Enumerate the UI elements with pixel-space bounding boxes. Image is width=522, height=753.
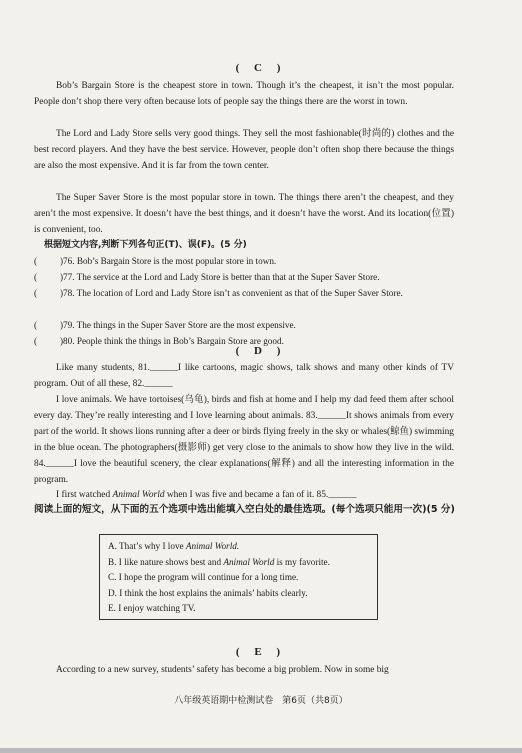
section-d-instruction: 阅读上面的短文，从下面的五个选项中选出能填入空白处的最佳选项。(每个选项只能用一次)(5 分) — [34, 504, 455, 515]
question-77: ( )77. The service at the Lord and Lady Store is better than that at the Super Saver Store. — [34, 269, 464, 285]
question-79: ( )79. The things in the Super Saver Store are the most expensive. — [34, 317, 464, 333]
section-d-para-2: I love animals. We have tortoises(乌龟), birds and fish at home and I help my dad feed them after school every day. They’re really interesting and I love learning about animals. 83.______It shows animals from every part of the world. It shows lions running after a deer or birds flying freely in the sky or whales(鲸鱼) swimming in the blue ocean. The photographers(摄影师) get very close to the animals to show how they live in the wild. 84.______I love the beautiful scenery, the clear explanations(解释) and all the interesting information in the program. — [34, 395, 454, 485]
answer-paren: ( — [34, 256, 38, 266]
options-box — [99, 534, 378, 620]
scan-edge — [0, 748, 522, 753]
option-c: C. I hope the program will continue for a long time. — [108, 572, 299, 582]
option-b: B. I like nature shows best and Animal World is my favorite. — [108, 556, 330, 567]
answer-paren: ( — [34, 272, 38, 282]
section-c-para-3: The Super Saver Store is the most popular store in town. The things there aren’t the cheapest, and they aren’t the most expensive. It doesn’t have the best things, and it doesn’t have the worst. And its location(位置) is convenient, too. — [34, 193, 454, 235]
answer-paren: ( — [34, 288, 38, 298]
question-78: ( )78. The location of Lord and Lady Store isn’t as convenient as that of the Super Saver Store. — [34, 285, 464, 301]
section-d-para-1: Like many students, 81.______I like cartoons, magic shows, talk shows and many other kinds of TV program. Out of all these, 82.______ — [34, 363, 454, 389]
option-e: E. I enjoy watching TV. — [108, 603, 196, 613]
section-c-instruction: 根据短文内容,判断下列各句正(T)、误(F)。(5 分) — [44, 240, 247, 250]
section-e-heading: ( E ) — [235, 646, 287, 658]
section-c-heading: ( C ) — [235, 62, 287, 74]
option-a: A. That’s why I love Animal World. — [108, 541, 240, 551]
option-d: D. I think the host explains the animals’ habits clearly. — [108, 587, 308, 598]
section-d-heading: ( D ) — [235, 345, 287, 357]
question-76: ( )76. Bob’s Bargain Store is the most popular store in town. — [34, 253, 464, 269]
answer-paren: ( — [34, 336, 38, 346]
page-footer: 八年级英语期中检测试卷 第6页（共8页） — [174, 696, 348, 706]
section-d-para-3: I first watched Animal World when I was five and became a fan of it. 85.______ — [56, 490, 357, 500]
question-80: ( )80. People think the things in Bob’s Bargain Store are good. — [34, 333, 464, 349]
section-c-para-2: The Lord and Lady Store sells very good things. They sell the most fashionable(时尚的) clothes and the best record players. And they have the best service. However, people don’t often shop there because the things are also the most expensive. And it is far from the town center. — [34, 129, 454, 171]
answer-paren: ( — [34, 320, 38, 330]
section-e-para-1: According to a new survey, students’ safety has become a big problem. Now in some big — [56, 665, 389, 675]
section-c-para-1: Bob’s Bargain Store is the cheapest store in town. Though it’s the cheapest, it isn’t the most popular. People don’t shop there very often because lots of people say the things there are the worst in town. — [34, 81, 454, 107]
